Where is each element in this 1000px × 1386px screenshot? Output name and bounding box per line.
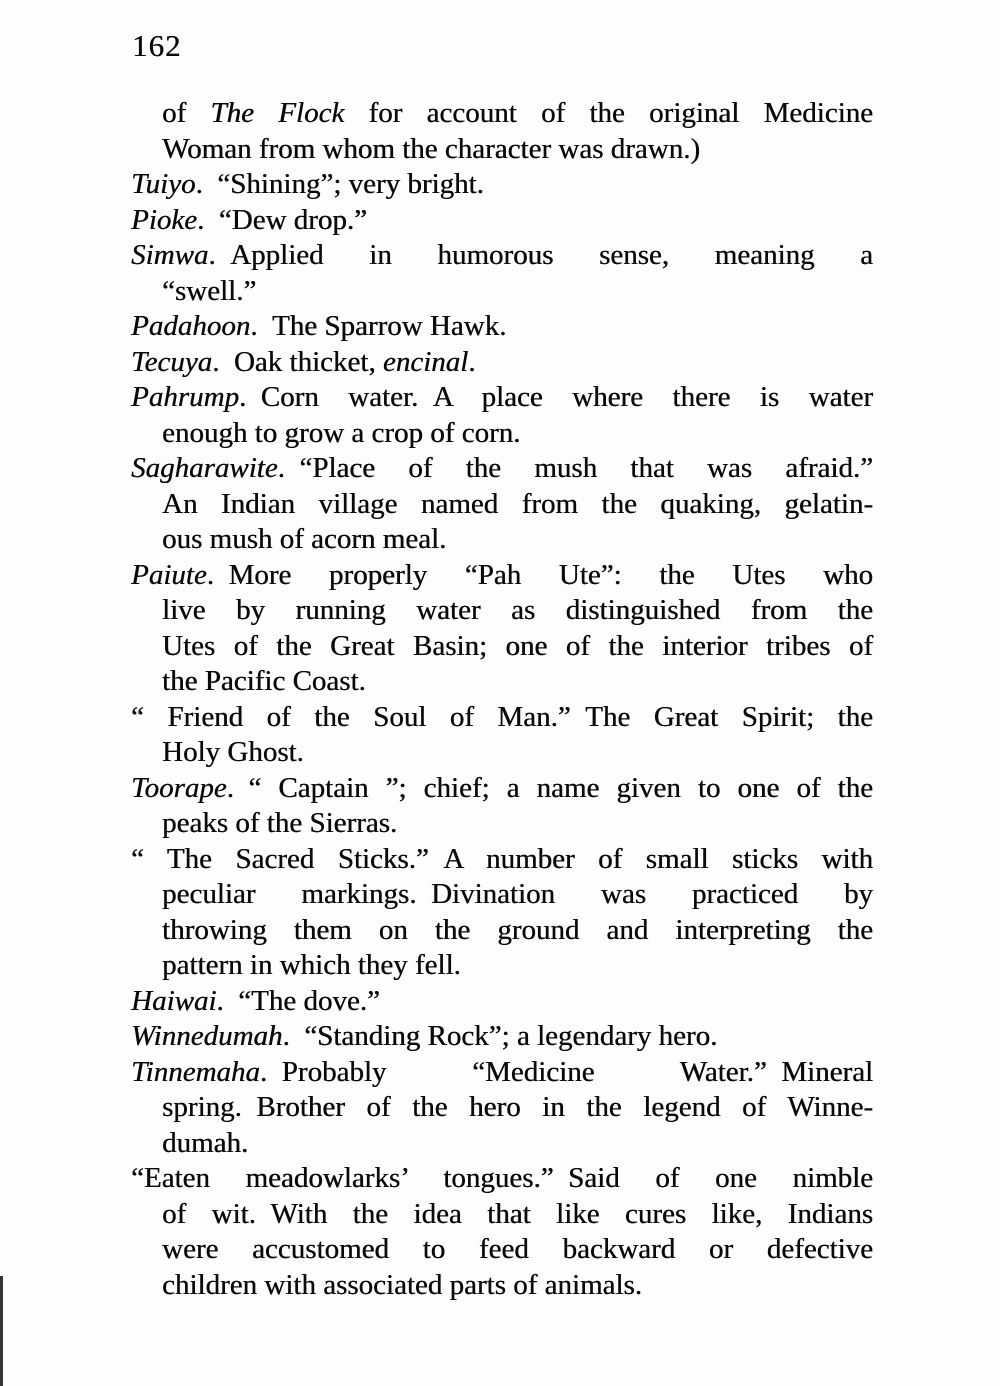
text-run: spring. Brother of the hero in the legend of Winne- [162,1091,873,1123]
text-line [131,96,873,132]
text-run: dumah. [162,1126,249,1159]
text-run: . “ Captain ”; chief; a name given to one of the [226,771,873,804]
entry-list [131,96,873,1303]
italic-text: Haiwai [131,984,217,1017]
text-run: Holy Ghost. [162,736,304,768]
text-line [131,487,873,523]
glossary-entry [131,558,873,700]
text-line [131,1090,873,1126]
italic-text: Pahrump [131,381,239,413]
text-line [131,167,873,203]
text-line [131,948,873,984]
text-line [131,1197,873,1233]
text-run: live by running water as distinguished from the [162,594,873,626]
text-run: were accustomed to feed backward or defective [162,1233,873,1265]
text-line [131,664,873,700]
text-line [131,203,873,239]
text-line [131,629,873,665]
text-line [131,345,873,381]
text-line [131,1161,873,1197]
glossary-entry [131,1019,873,1055]
text-line [131,913,873,949]
text-run: of wit. With the idea that like cures like, Indians [162,1197,873,1230]
text-line [131,806,873,842]
text-run: throwing them on the ground and interpreting the [162,913,873,946]
text-run: children with associated parts of animals. [162,1268,642,1301]
text-run: . The Sparrow Hawk. [250,310,507,342]
page-number: 162 [132,28,182,63]
text-run: An Indian village named from the quaking, gelatin- [162,487,873,520]
text-run: peculiar markings. Divination was practiced by [162,878,873,910]
glossary-entry [131,451,873,558]
text-run: . Applied in humorous sense, meaning a [208,239,873,271]
text-run: . “Standing Rock”; a legendary hero. [282,1020,718,1052]
text-run: the Pacific Coast. [162,665,366,697]
glossary-entry [131,771,873,842]
text-run: ous mush of acorn meal. [162,523,447,555]
text-run: . “Place of the mush that was afraid.” [277,452,873,484]
italic-text: The Flock [210,97,345,129]
text-line [131,1055,873,1091]
italic-text: Tecuya [131,345,213,378]
text-line [131,522,873,558]
italic-text: Winnedumah [131,1020,283,1052]
text-run: . Probably “Medicine Water.” Mineral [259,1055,873,1088]
italic-text: encinal [382,345,469,378]
text-line [131,1126,873,1162]
text-line [131,700,873,736]
text-line [131,1268,873,1304]
italic-text: Tuiyo [131,168,196,200]
text-run: for account of the original Medicine [344,97,874,129]
text-run: . More properly “Pah Ute”: the Utes who [206,558,873,591]
text-run: . Oak thicket, [212,345,383,378]
text-line [131,132,873,168]
text-run: . [468,345,476,378]
text-run: “swell.” [162,274,257,307]
text-line [131,416,873,452]
italic-text: Tinnemaha [131,1055,260,1088]
text-run: Woman from whom the character was drawn.) [162,132,700,165]
glossary-entry [131,167,873,203]
text-line [131,735,873,771]
text-line [131,274,873,310]
italic-text: Sagharawite [131,452,278,484]
italic-text: Toorape [131,771,227,804]
text-run: . “Shining”; very bright. [195,168,484,200]
text-line [131,1232,873,1268]
text-line [131,309,873,345]
italic-text: Padahoon [131,310,251,342]
glossary-entry [131,1161,873,1303]
text-run: . “The dove.” [216,984,380,1017]
glossary-entry [131,238,873,309]
text-line [131,451,873,487]
text-run: peaks of the Sierras. [162,807,398,839]
text-run: “ The Sacred Sticks.” A number of small sticks with [131,842,873,875]
text-run: “ Friend of the Soul of Man.” The Great Spirit; the [131,700,873,733]
italic-text: Simwa [131,239,209,271]
text-run: enough to grow a crop of corn. [162,416,521,449]
glossary-entry [131,96,873,167]
text-line [131,1019,873,1055]
italic-text: Paiute [131,558,207,591]
text-line [131,593,873,629]
text-line [131,558,873,594]
text-line [131,771,873,807]
text-line [131,984,873,1020]
glossary-entry [131,345,873,381]
text-run: . “Dew drop.” [197,203,367,236]
scan-edge-artifact [0,1276,3,1386]
italic-text: Pioke [131,203,198,236]
text-run: . Corn water. A place where there is water [238,381,873,413]
text-line [131,380,873,416]
text-run: “Eaten meadowlarks’ tongues.” Said of one nimble [131,1162,873,1194]
glossary-entry [131,984,873,1020]
text-run: Utes of the Great Basin; one of the interior tribes of [162,629,873,662]
glossary-entry [131,842,873,984]
glossary-entry [131,380,873,451]
text-line [131,238,873,274]
glossary-entry [131,203,873,239]
text-line [131,842,873,878]
text-run: of [162,97,211,129]
glossary-entry [131,1055,873,1162]
glossary-entry [131,309,873,345]
text-run: pattern in which they fell. [162,949,461,981]
text-line [131,877,873,913]
glossary-entry [131,700,873,771]
